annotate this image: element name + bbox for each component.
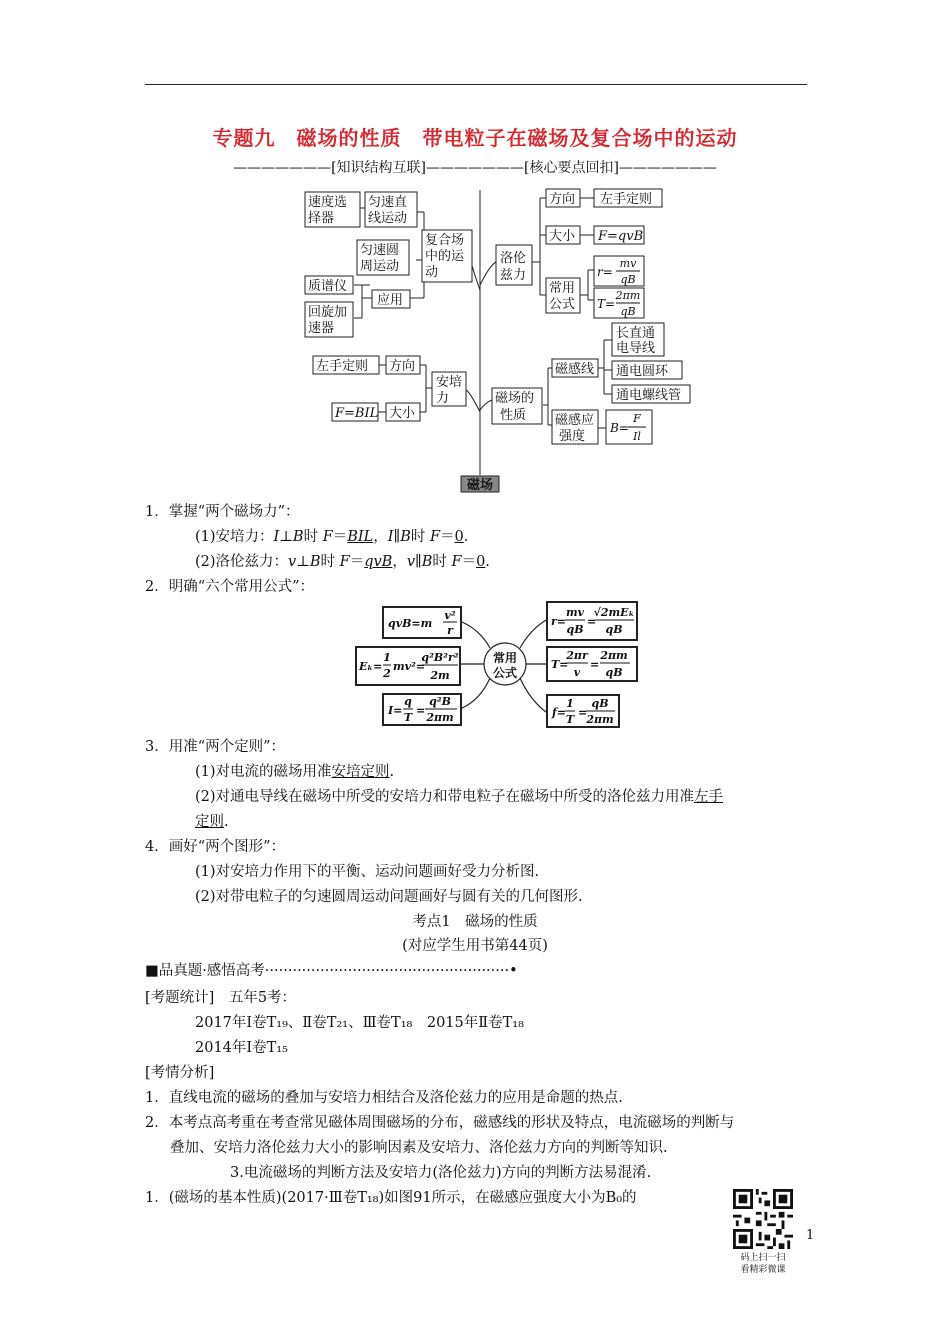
map-n_lines: 磁感线 bbox=[555, 362, 595, 377]
map-n_ind2: 强度 bbox=[559, 429, 586, 444]
map-n_fqvb: F=qvB bbox=[598, 229, 644, 244]
s4-head: 4．画好“两个图形”： bbox=[145, 839, 286, 855]
s4-line-b: (2)对带电粒子的匀速圆周运动问题画好与圆有关的几何图形. bbox=[195, 889, 583, 905]
s2-f3a: I= bbox=[388, 704, 403, 717]
map-n_r_d: qB bbox=[620, 273, 636, 286]
s2-f4n2: √2mEₖ bbox=[593, 606, 635, 619]
page-number: 1 bbox=[806, 1228, 815, 1243]
map-n_comp2: 中的运 bbox=[425, 249, 465, 264]
s2-f4d2: qB bbox=[605, 623, 623, 636]
s2-f3n1: q bbox=[404, 695, 412, 708]
stats-line-2: 2014年Ⅰ卷T₁₅ bbox=[195, 1040, 288, 1056]
s2-f4d1: qB bbox=[566, 623, 584, 636]
s2-f6b: = bbox=[578, 706, 588, 719]
s2-f2a: Eₖ= bbox=[359, 660, 383, 673]
formula-diagram bbox=[350, 600, 650, 730]
stats-head: [考题统计] 五年5考： bbox=[145, 990, 297, 1006]
map-n_lh: 左手定则 bbox=[600, 192, 653, 207]
map-n_straight1: 长直通 bbox=[616, 326, 656, 341]
s2-f5a: T= bbox=[551, 658, 569, 671]
s2-f3b: = bbox=[416, 704, 426, 717]
map-n_comp1: 复合场 bbox=[425, 233, 465, 248]
s2-f2n: q²B²r² bbox=[421, 651, 459, 664]
map-n_fbil: F=BIL bbox=[335, 406, 379, 421]
map-n_b_n: F bbox=[633, 412, 641, 425]
map-n_mass: 质谱仪 bbox=[308, 279, 348, 294]
map-n_prop1: 磁场的 bbox=[495, 391, 535, 406]
map-n_r_n: mv bbox=[619, 257, 637, 270]
s3-line-b: (2)对通电导线在磁场中所受的安培力和带电粒子在磁场中所受的洛伦兹力用准左手 bbox=[195, 789, 724, 805]
map-n_common2: 公式 bbox=[549, 297, 576, 312]
map-n_comp3: 动 bbox=[425, 265, 439, 280]
s2-f6n1: 1 bbox=[566, 697, 574, 710]
question-1: 1．(磁场的基本性质)(2017·Ⅲ卷T₁₈)如图91所示，在磁感应强度大小为B₀的 bbox=[145, 1190, 637, 1206]
s3-line-b-cont: 定则. bbox=[195, 814, 229, 830]
s2-f6a: f= bbox=[552, 706, 566, 719]
map-n_velsel2: 择器 bbox=[308, 211, 335, 226]
map-n_mag2: 大小 bbox=[389, 406, 416, 421]
map-n_lh2: 左手定则 bbox=[316, 359, 369, 374]
s1-head: 1．掌握“两个磁场力”： bbox=[145, 504, 300, 520]
map-n_dir: 方向 bbox=[549, 192, 576, 207]
map-n_app: 应用 bbox=[377, 293, 404, 308]
map-n_ucirc1: 匀速圆 bbox=[360, 243, 400, 258]
real-exam-head: ■品真题·感悟高考·····················································• bbox=[145, 963, 518, 979]
s2-f6d2: 2πm bbox=[586, 713, 614, 726]
map-n_amp1: 安培 bbox=[436, 375, 463, 390]
s2-f4a: r= bbox=[551, 615, 567, 628]
s2-f5b: = bbox=[590, 658, 600, 671]
s2-f1a: qvB=m bbox=[388, 617, 433, 630]
root-node: 磁场 bbox=[466, 478, 494, 493]
analysis-p2a: 2．本考点高考重在考查常见磁体周围磁场的分布，磁感线的形状及特点，电流磁场的判断与 bbox=[145, 1115, 735, 1131]
s2-f5d1: v bbox=[573, 666, 581, 679]
s2-f2d: 2m bbox=[430, 669, 450, 682]
section-divider: ———————[知识结构互联]———————[核心要点回扣]——————— bbox=[233, 160, 717, 176]
s4-line-a: (1)对安培力作用下的平衡、运动问题画好受力分析图. bbox=[195, 864, 540, 880]
analysis-p2b: 叠加、安培力洛伦兹力大小的影响因素及安培力、洛伦兹力方向的判断等知识. bbox=[170, 1140, 668, 1156]
map-n_sol: 通电螺线管 bbox=[616, 388, 682, 403]
qr-caption-1: 码上扫一扫 bbox=[740, 1253, 786, 1263]
stats-line-1: 2017年Ⅰ卷T₁₉、Ⅱ卷T₂₁、Ⅲ卷T₁₈ 2015年Ⅱ卷T₁₈ bbox=[195, 1015, 524, 1031]
map-n_straight2: 电导线 bbox=[616, 341, 656, 356]
analysis-p1: 1．直线电流的磁场的叠加与安培力相结合及洛伦兹力的应用是命题的热点. bbox=[145, 1090, 623, 1106]
analysis-p3: 3.电流磁场的判断方法及安培力(洛伦兹力)方向的判断方法易混淆. bbox=[230, 1165, 652, 1181]
s3-line-a: (1)对电流的磁场用准安培定则. bbox=[195, 764, 395, 780]
map-n_prop2: 性质 bbox=[500, 408, 527, 423]
map-n_ind1: 磁感应 bbox=[555, 413, 595, 428]
s2-center2: 公式 bbox=[492, 666, 518, 680]
s2-f3n2: q²B bbox=[429, 695, 451, 708]
s2-f3d2: 2πm bbox=[426, 711, 454, 724]
s2-f3d1: T bbox=[403, 711, 413, 724]
map-n_r_l: r= bbox=[597, 265, 613, 279]
map-n_t_l: T= bbox=[597, 297, 616, 311]
qr-caption-2: 看精彩微课 bbox=[740, 1265, 786, 1275]
page-title: 专题九 磁场的性质 带电粒子在磁场及复合场中的运动 bbox=[212, 126, 738, 150]
map-n_ring: 通电圆环 bbox=[616, 364, 669, 379]
qr-code-icon[interactable] bbox=[733, 1189, 793, 1249]
s2-f6d1: T bbox=[565, 713, 575, 726]
s2-f5n2: 2πm bbox=[600, 649, 628, 662]
s2-f5n1: 2πr bbox=[566, 649, 588, 662]
map-n_dir2: 方向 bbox=[389, 359, 416, 374]
s1-lorentz-line: (2)洛伦兹力：v⊥B时 F＝qvB，v∥B时 F＝0. bbox=[195, 554, 490, 570]
knowledge-map bbox=[300, 185, 700, 495]
kp-title: 考点1 磁场的性质 bbox=[412, 914, 538, 930]
map-n_cyc1: 回旋加 bbox=[308, 305, 348, 320]
map-n_uline1: 匀速直 bbox=[368, 195, 408, 210]
map-n_mag: 大小 bbox=[549, 229, 576, 244]
map-n_b_d: Il bbox=[633, 430, 641, 443]
map-n_amp2: 力 bbox=[436, 391, 450, 406]
map-n_t_d: qB bbox=[620, 305, 636, 318]
s1-ampere-line: (1)安培力：I⊥B时 F＝BIL，I∥B时 F＝0. bbox=[195, 529, 469, 545]
map-n_cyc2: 速器 bbox=[308, 321, 335, 336]
map-n_t_n: 2πm bbox=[615, 289, 641, 302]
map-n_ucirc2: 周运动 bbox=[360, 259, 400, 274]
s2-center1: 常用 bbox=[492, 651, 518, 665]
top-rule bbox=[145, 84, 807, 85]
s2-f2b: mv²= bbox=[393, 660, 426, 673]
s3-head: 3．用准“两个定则”： bbox=[145, 739, 286, 755]
map-n_lor1: 洛伦 bbox=[500, 251, 527, 266]
map-n_velsel1: 速度选 bbox=[308, 195, 348, 210]
s2-f5d2: qB bbox=[605, 666, 623, 679]
kp-ref: (对应学生用书第44页) bbox=[402, 938, 548, 954]
s2-f2b1d: 2 bbox=[383, 667, 391, 680]
s2-f4n1: mv bbox=[565, 606, 585, 619]
s2-head: 2．明确“六个常用公式”： bbox=[145, 579, 315, 595]
analysis-head: [考情分析] bbox=[145, 1065, 215, 1081]
s2-f1d: r bbox=[447, 624, 453, 637]
s2-f2b1n: 1 bbox=[383, 651, 391, 664]
map-n_b_l: B= bbox=[610, 421, 629, 435]
s2-f4b: = bbox=[587, 615, 597, 628]
map-n_common1: 常用 bbox=[549, 281, 576, 296]
map-n_uline2: 线运动 bbox=[368, 211, 408, 226]
map-n_lor2: 兹力 bbox=[500, 268, 527, 283]
s2-f6n2: qB bbox=[591, 697, 609, 710]
s2-f1n: v² bbox=[444, 609, 456, 622]
